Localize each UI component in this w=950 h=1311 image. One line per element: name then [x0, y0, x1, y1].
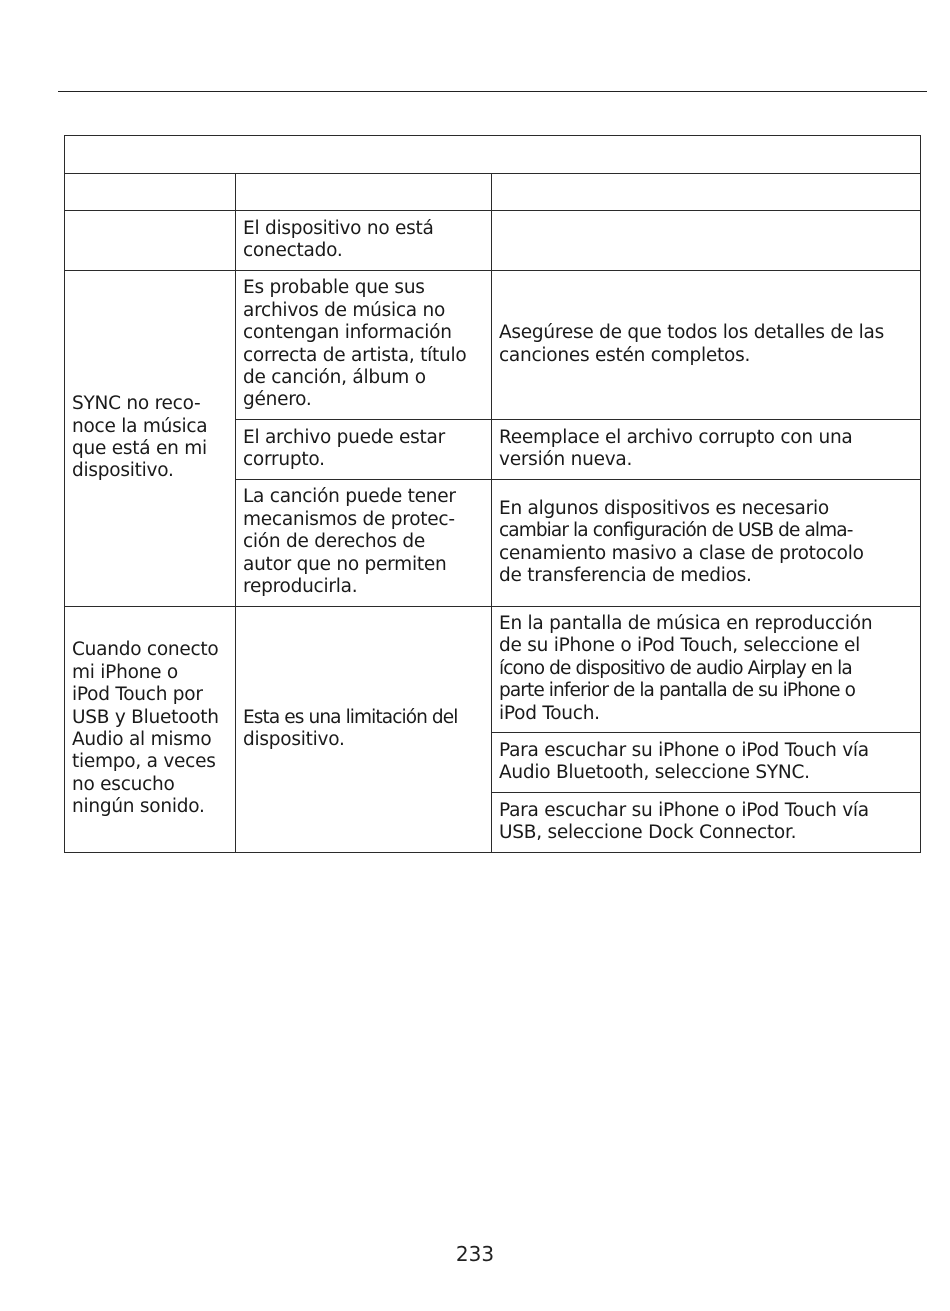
- cause-cell: [236, 271, 492, 420]
- symptom-line: Audio al mismo: [72, 729, 212, 750]
- symptom-line: noce la música: [72, 415, 208, 437]
- solution-line: Audio Bluetooth, seleccione SYNC.: [499, 762, 810, 783]
- cause-line: contengan información: [243, 322, 452, 344]
- troubleshooting-table: [64, 135, 921, 853]
- symptom-line: no escucho: [72, 773, 175, 795]
- symptom-cell: [65, 271, 236, 607]
- solution-line: de transferencia de medios.: [499, 564, 752, 586]
- table-row: [65, 211, 921, 271]
- cause-line: corrupto.: [243, 449, 325, 470]
- symptom-line: SYNC no reco-: [72, 393, 201, 415]
- solution-cell: [492, 607, 921, 733]
- cause-line: correcta de artista, título: [243, 344, 467, 366]
- cause-line: autor que no permiten: [243, 553, 447, 575]
- table-row: [65, 271, 921, 420]
- solution-cell: [492, 271, 921, 420]
- cause-line: Es probable que sus: [243, 277, 425, 299]
- solution-line: versión nueva.: [499, 449, 633, 470]
- solution-line: cambiar la configuración de USB de alma-: [499, 520, 853, 542]
- solution-line: ícono de dispositivo de audio Airplay en la: [499, 657, 852, 679]
- table-title-row: [65, 136, 921, 174]
- table-title-cell: [65, 136, 921, 174]
- solution-line: Asegúrese de que todos los detalles de las: [499, 322, 885, 344]
- solution-cell: [492, 211, 921, 271]
- symptom-cell: [65, 607, 236, 853]
- solution-line: En la pantalla de música en reproducción: [499, 612, 873, 634]
- solution-line: En algunos dispositivos es necesario: [499, 497, 829, 519]
- header-cell-cause: [236, 174, 492, 211]
- solution-line: USB, seleccione Dock Connector.: [499, 822, 797, 843]
- solution-line: Para escuchar su iPhone o iPod Touch vía: [499, 739, 869, 761]
- symptom-line: Cuando conecto: [72, 639, 219, 661]
- table-header-row: [65, 174, 921, 211]
- cause-cell: [236, 211, 492, 271]
- symptom-line: dispositivo.: [72, 460, 174, 482]
- cause-cell: [236, 420, 492, 480]
- solution-cell: [492, 420, 921, 480]
- solution-line: iPod Touch.: [499, 702, 600, 724]
- cause-line: género.: [243, 389, 312, 411]
- symptom-line: iPod Touch por: [72, 684, 203, 706]
- cause-line: Esta es una limitación del: [243, 706, 458, 728]
- cause-line: La canción puede tener: [243, 486, 456, 508]
- cause-line: dispositivo.: [243, 729, 345, 750]
- cause-text: El dispositivo no está conectado.: [243, 217, 434, 261]
- cause-cell: [236, 607, 492, 853]
- symptom-line: mi iPhone o: [72, 661, 178, 683]
- solution-line: Para escuchar su iPhone o iPod Touch vía: [499, 799, 869, 821]
- symptom-cell: [65, 211, 236, 271]
- cause-line: mecanismos de protec-: [243, 508, 455, 530]
- symptom-line: ningún sonido.: [72, 796, 205, 818]
- table-row: [65, 607, 921, 733]
- solution-line: parte inferior de la pantalla de su iPhone o: [499, 680, 856, 702]
- cause-line: El archivo puede estar: [243, 426, 446, 448]
- solution-cell: [492, 733, 921, 793]
- solution-line: canciones estén completos.: [499, 344, 751, 366]
- header-cell-symptom: [65, 174, 236, 211]
- solution-cell: [492, 480, 921, 607]
- header-rule: [58, 91, 927, 92]
- cause-line: archivos de música no: [243, 299, 446, 321]
- cause-line: reproducirla.: [243, 576, 358, 598]
- solution-cell: [492, 793, 921, 853]
- symptom-line: que está en mi: [72, 438, 207, 459]
- solution-line: cenamiento masivo a clase de protocolo: [499, 542, 864, 564]
- solution-line: de su iPhone o iPod Touch, seleccione el: [499, 635, 861, 657]
- cause-cell: [236, 480, 492, 607]
- page-number: 233: [455, 1242, 495, 1266]
- solution-line: Reemplace el archivo corrupto con una: [499, 426, 853, 448]
- header-cell-solution: [492, 174, 921, 211]
- cause-line: de canción, álbum o: [243, 366, 426, 388]
- symptom-line: tiempo, a veces: [72, 751, 216, 773]
- symptom-line: USB y Bluetooth: [72, 706, 219, 728]
- cause-line: ción de derechos de: [243, 531, 426, 553]
